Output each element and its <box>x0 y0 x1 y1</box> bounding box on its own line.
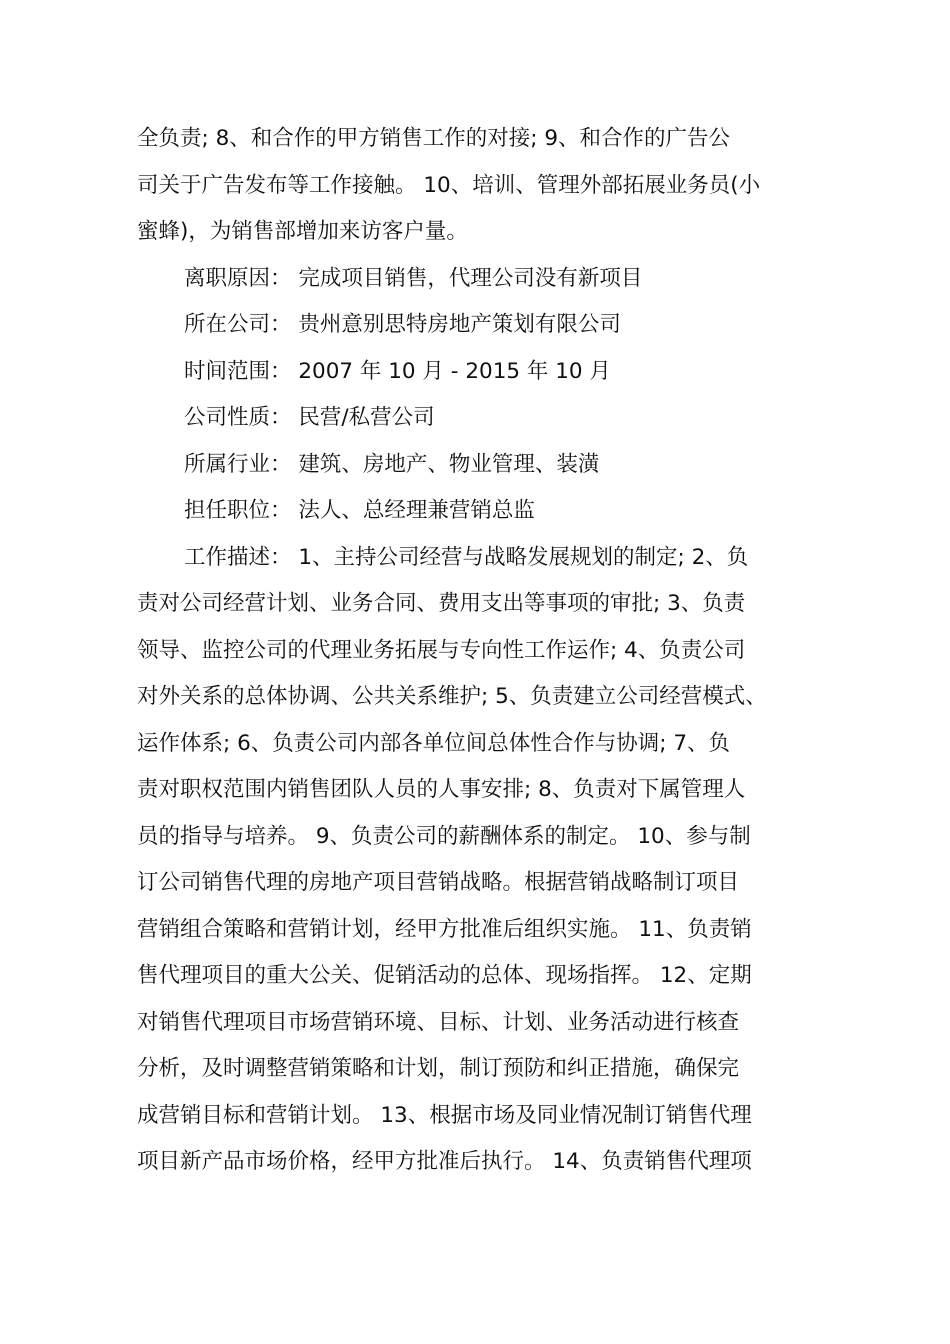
text-line-19: 售代理项目的重大公关、促销活动的总体、现场指挥。 12、定期 <box>137 963 752 988</box>
text-line-1: 全负责; 8、和合作的甲方销售工作的对接; 9、和合作的广告公 <box>137 126 731 151</box>
text-line-3: 蜜蜂)，为销售部增加来访客户量。 <box>137 219 468 244</box>
text-line-15: 责对职权范围内销售团队人员的人事安排; 8、负责对下属管理人 <box>137 777 746 802</box>
text-line-21: 分析，及时调整营销策略和计划，制订预防和纠正措施，确保完 <box>137 1056 740 1081</box>
text-line-12: 领导、监控公司的代理业务拓展与专向性工作运作; 4、负责公司 <box>137 637 746 663</box>
text-line-22: 成营销目标和营销计划。 13、根据市场及同业情况制订销售代理 <box>137 1102 752 1128</box>
document-body <box>137 116 817 1186</box>
field-industry: 所属行业： 建筑、房地产、物业管理、装潢 <box>184 451 600 477</box>
text-line-13: 对外关系的总体协调、公共关系维护; 5、负责建立公司经营模式、 <box>137 684 767 709</box>
text-line-14: 运作体系; 6、负责公司内部各单位间总体性合作与协调; 7、负 <box>137 730 731 756</box>
text-line-18: 营销组合策略和营销计划，经甲方批准后组织实施。 11、负责销 <box>137 916 752 942</box>
field-position: 担任职位： 法人、总经理兼营销总监 <box>184 498 535 523</box>
field-company: 所在公司： 贵州意别思特房地产策划有限公司 <box>184 312 621 337</box>
field-job-description: 工作描述： 1、主持公司经营与战略发展规划的制定; 2、负 <box>184 544 749 570</box>
text-line-23: 项目新产品市场价格，经甲方批准后执行。 14、负责销售代理项 <box>137 1149 752 1174</box>
text-line-2: 司关于广告发布等工作接触。 10、培训、管理外部拓展业务员(小 <box>137 172 761 198</box>
text-line-20: 对销售代理项目市场营销环境、目标、计划、业务活动进行核查 <box>137 1009 740 1035</box>
field-departure-reason: 离职原因： 完成项目销售，代理公司没有新项目 <box>184 265 643 291</box>
field-company-type: 公司性质： 民营/私营公司 <box>184 405 435 430</box>
text-line-16: 员的指导与培养。 9、负责公司的薪酬体系的制定。 10、参与制 <box>137 823 751 849</box>
field-time-range: 时间范围： 2007 年 10 月 - 2015 年 10 月 <box>184 358 611 384</box>
text-line-11: 责对公司经营计划、业务合同、费用支出等事项的审批; 3、负责 <box>137 591 746 616</box>
text-line-17: 订公司销售代理的房地产项目营销战略。根据营销战略制订项目 <box>137 870 740 895</box>
